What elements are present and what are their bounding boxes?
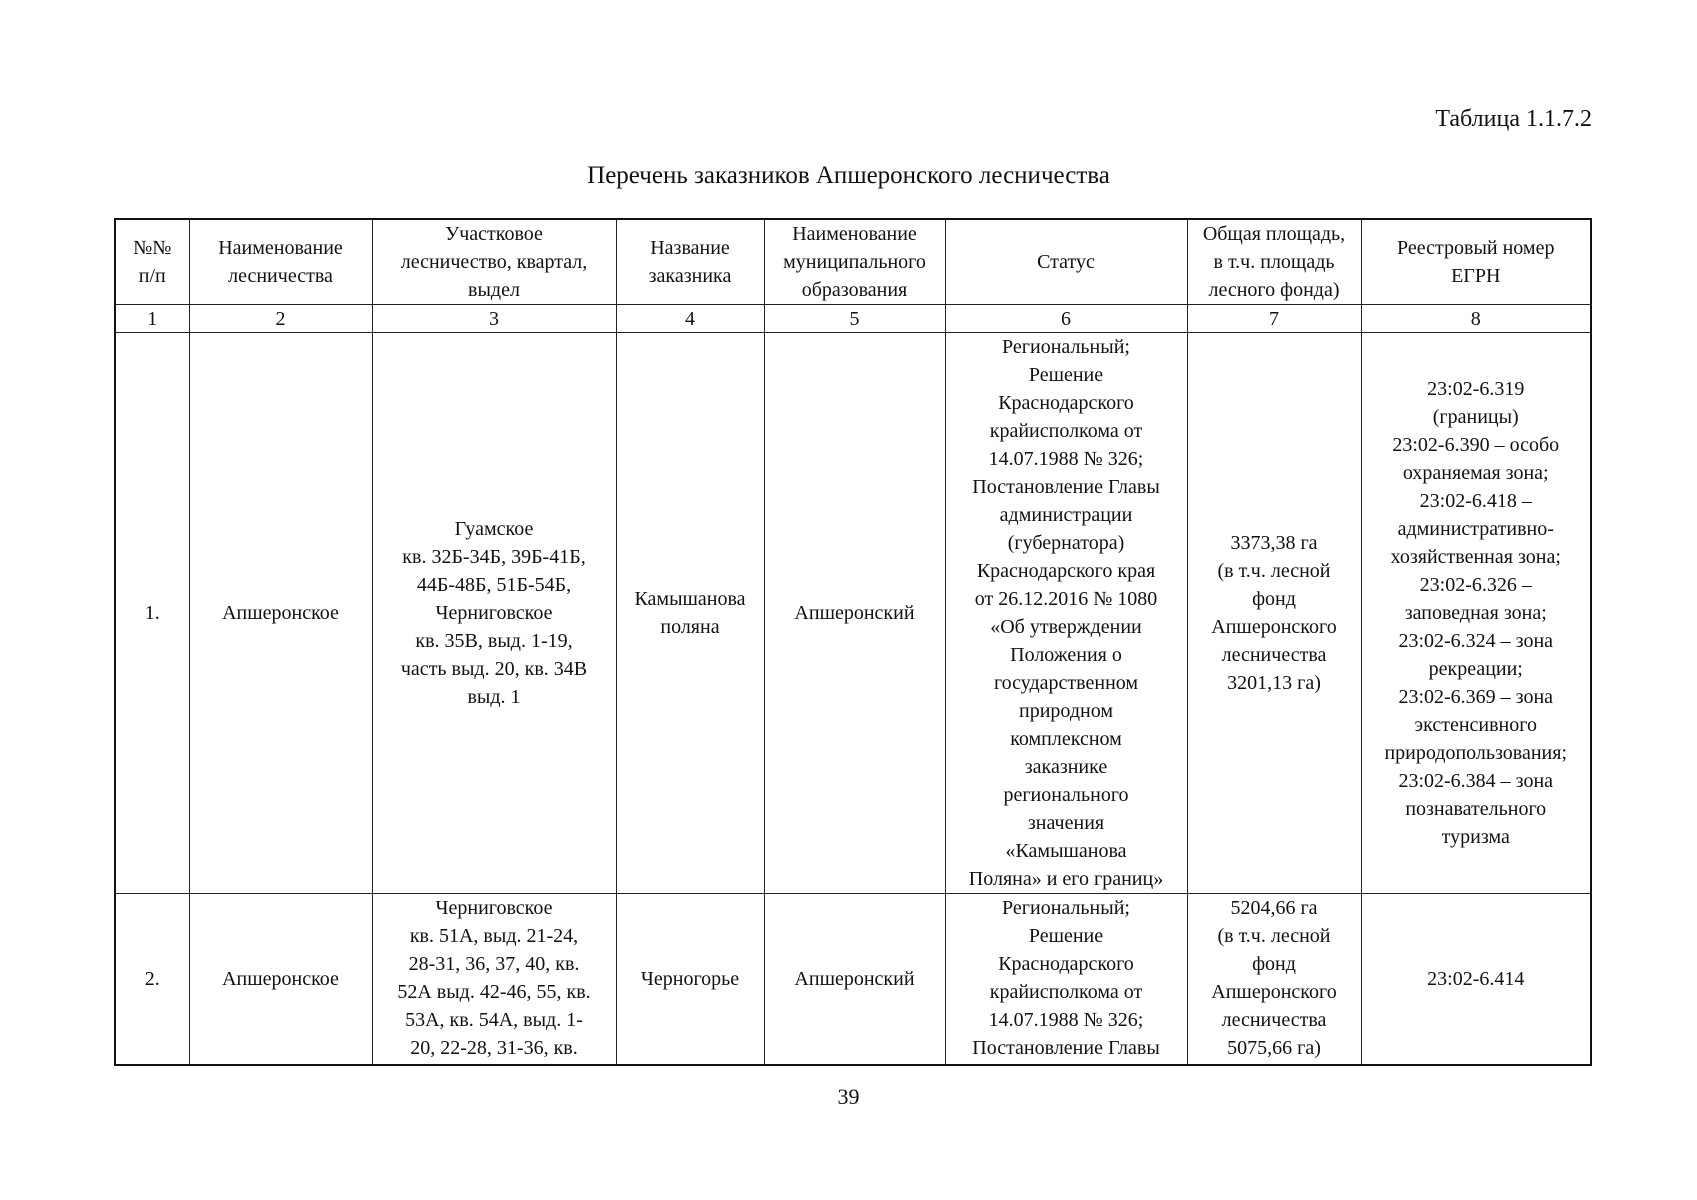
- reserve-name: Черногорье: [616, 894, 764, 1066]
- header-reserve-name: Название заказника: [616, 219, 764, 305]
- column-number: 3: [372, 305, 616, 333]
- area-cell: 5204,66 га (в т.ч. лесной фонд Апшеронского лесничества 5075,66 га): [1187, 894, 1361, 1066]
- row-number: 2.: [115, 894, 189, 1066]
- header-forestry: Наименование лесничества: [189, 219, 372, 305]
- registry-cell: 23:02-6.414: [1361, 894, 1591, 1066]
- column-number-row: [115, 305, 1591, 333]
- page-number: 39: [837, 1084, 860, 1109]
- header-number: №№ п/п: [115, 219, 189, 305]
- column-number: 6: [945, 305, 1187, 333]
- column-number: 1: [115, 305, 189, 333]
- column-number: 2: [189, 305, 372, 333]
- column-number: 7: [1187, 305, 1361, 333]
- column-number: 8: [1361, 305, 1591, 333]
- area-cell: 3373,38 га (в т.ч. лесной фонд Апшеронского лесничества 3201,13 га): [1187, 333, 1361, 894]
- row-number: 1.: [115, 333, 189, 894]
- reserve-name: Камышанова поляна: [616, 333, 764, 894]
- registry-cell: 23:02-6.319 (границы) 23:02-6.390 – особо охраняемая зона; 23:02-6.418 – административно- хозяйственная зона; 23:02-6.326 – заповедная зона; 23:02-6.324 – зона рекреации; 23:02-6.369 – зона экстенсивного природопользования; 23:02-6.384 – зона познавательного туризма: [1361, 333, 1591, 894]
- header-status: Статус: [945, 219, 1187, 305]
- status-cell: Региональный; Решение Краснодарского крайисполкома от 14.07.1988 № 326; Постановление Главы администрации (губернатора) Краснодарского края от 26.12.2016 № 1080 «Об утверждении Положения о государственном природном комплексном заказнике регионального значения «Камышанова Поляна» и его границ»: [945, 333, 1187, 894]
- header-registry-number: Реестровый номер ЕГРН: [1361, 219, 1591, 305]
- table-label: Таблица 1.1.7.2: [1435, 106, 1592, 132]
- municipality-name: Апшеронский: [764, 894, 945, 1066]
- reserves-table: [114, 218, 1592, 1066]
- header-row: [115, 219, 1591, 305]
- document-title: Перечень заказников Апшеронского лесничества: [587, 162, 1110, 189]
- table-row: [115, 333, 1591, 894]
- table-row: [115, 894, 1591, 1066]
- forestry-name: Апшеронское: [189, 333, 372, 894]
- header-area: Общая площадь, в т.ч. площадь лесного фонда): [1187, 219, 1361, 305]
- column-number: 5: [764, 305, 945, 333]
- municipality-name: Апшеронский: [764, 333, 945, 894]
- header-location: Участковое лесничество, квартал, выдел: [372, 219, 616, 305]
- forestry-name: Апшеронское: [189, 894, 372, 1066]
- header-municipality: Наименование муниципального образования: [764, 219, 945, 305]
- column-number: 4: [616, 305, 764, 333]
- location-cell: Гуамское кв. 32Б-34Б, 39Б-41Б, 44Б-48Б, 51Б-54Б, Черниговское кв. 35В, выд. 1-19, часть выд. 20, кв. 34В выд. 1: [372, 333, 616, 894]
- status-cell: Региональный; Решение Краснодарского крайисполкома от 14.07.1988 № 326; Постановление Главы: [945, 894, 1187, 1066]
- location-cell: Черниговское кв. 51А, выд. 21-24, 28-31, 36, 37, 40, кв. 52А выд. 42-46, 55, кв. 53А, кв. 54А, выд. 1- 20, 22-28, 31-36, кв.: [372, 894, 616, 1066]
